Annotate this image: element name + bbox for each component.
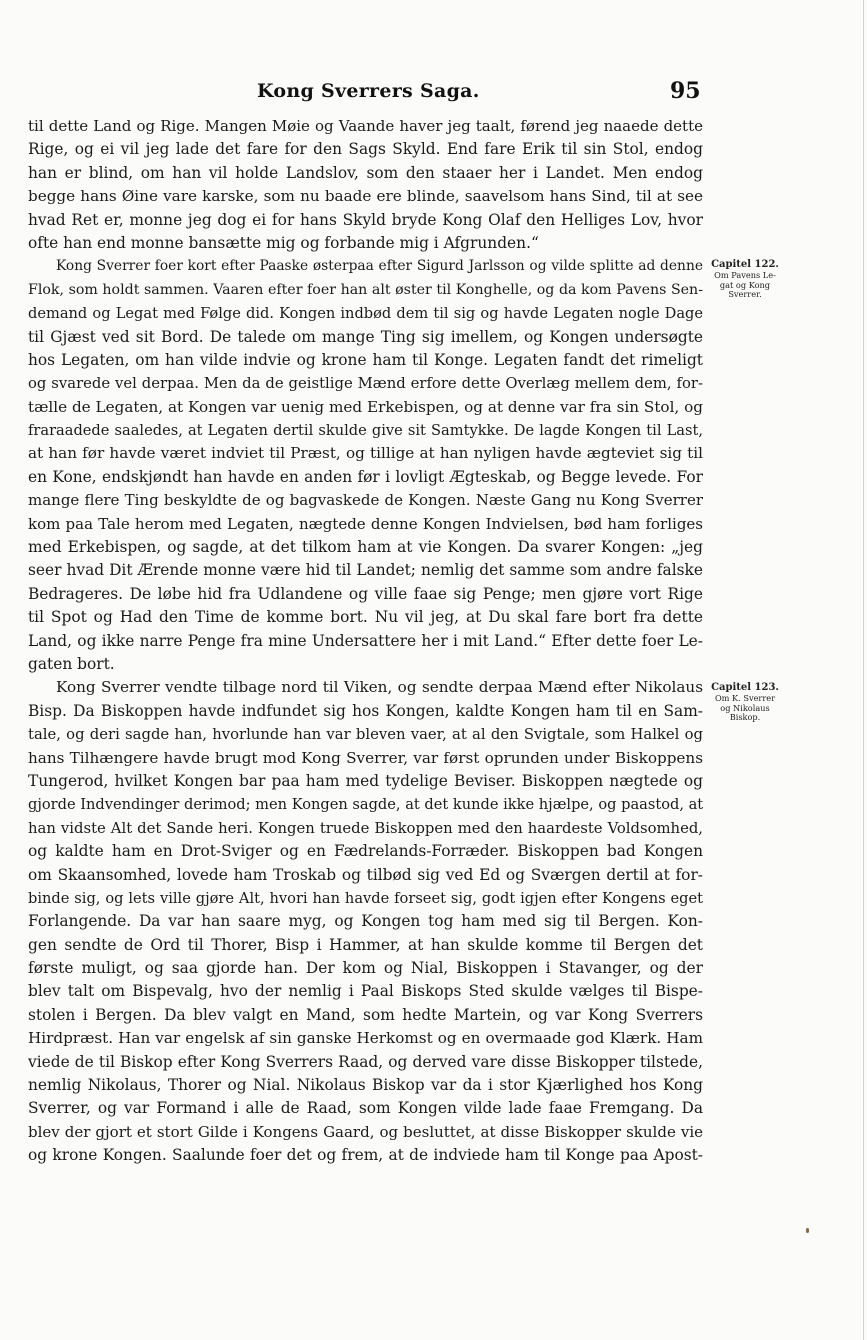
running-header — [0, 78, 867, 108]
text-line: begge hans Øine vare karske, som nu baade ere blinde, saavelsom hans Sind, til at see — [28, 187, 703, 206]
text-line: Flok, som holdt sammen. Vaaren efter foer han alt øster til Konghelle, og da kom Pavens Sen- — [28, 281, 703, 298]
text-line: mange flere Ting beskyldte de og bagvaskede de Kongen. Næste Gang nu Kong Sverrer — [28, 491, 703, 510]
margin-note-chapter-123 — [704, 682, 786, 723]
text-line: han er blind, om han vil holde Landslov, som den staaer her i Landet. Men endog — [28, 163, 703, 182]
text-line: Forlangende. Da var han saare myg, og Kongen tog ham med sig til Bergen. Kon- — [28, 912, 703, 931]
margin-note-line: Om Pavens Le- — [714, 270, 776, 280]
text-line: binde sig, og lets ville gjøre Alt, hvori han havde forseet sig, godt igjen efter Kongens eget — [28, 889, 703, 907]
text-line: og svarede vel derpaa. Men da de geistlige Mænd erfore dette Overlæg mellem dem, for- — [28, 375, 703, 393]
text-line: og krone Kongen. Saalunde foer det og frem, at de indviede ham til Konge paa Apost- — [28, 1146, 703, 1165]
text-line: Land, og ikke narre Penge fra mine Undersattere her i mit Land.“ Efter dette foer Le- — [28, 631, 703, 650]
running-title: Kong Sverrers Saga. — [257, 80, 480, 102]
text-line: gjorde Indvendinger derimod; men Kongen sagde, at det kunde ikke hjælpe, og paastod, at — [28, 796, 703, 814]
text-line: Rige, og ei vil jeg lade det fare for den Sags Skyld. End fare Erik til sin Stol, endog — [28, 140, 703, 159]
text-line: han vidste Alt det Sande heri. Kongen truede Biskoppen med den haardeste Voldsomhed, — [28, 819, 703, 837]
text-line: gen sendte de Ord til Thorer, Bisp i Hammer, at han skulde komme til Bergen det — [28, 935, 703, 954]
margin-note-line: Sverrer. — [728, 289, 762, 299]
text-line: Hirdpræst. Han var engelsk af sin ganske Herkomst og en overmaade god Klærk. Ham — [28, 1029, 703, 1048]
body-text — [28, 115, 703, 1168]
text-line: Bisp. Da Biskoppen havde indfundet sig hos Kongen, kaldte Kongen ham til en Sam- — [28, 701, 703, 720]
margin-note-line: Om K. Sverrer — [714, 693, 776, 703]
text-line: demand og Legat med Følge did. Kongen indbød dem til sig og havde Legaten nogle Dage — [28, 305, 703, 323]
text-line: til dette Land og Rige. Mangen Møie og Vaande haver jeg taalt, førend jeg naaede dette — [28, 117, 703, 135]
page-number: 95 — [670, 78, 701, 104]
margin-note-line: Biskop. — [729, 712, 761, 722]
text-line: en Kone, endskjøndt han havde en anden før i lovligt Ægteskab, og Begge levede. For — [28, 467, 703, 486]
text-line: Sverrer, og var Formand i alle de Raad, som Kongen vilde lade faae Fremgang. Da — [28, 1099, 703, 1118]
text-line: gaten bort. — [28, 654, 115, 673]
text-line: blev der gjort et stort Gilde i Kongens Gaard, og besluttet, at disse Biskopper skulde vie — [28, 1122, 703, 1141]
text-line: Tungerod, hvilket Kongen bar paa ham med tydelige Beviser. Biskoppen nægtede og — [28, 771, 703, 790]
margin-note-line: gat og Kong — [719, 279, 771, 290]
text-line: til Gjæst ved sit Bord. De talede om mange Ting sig imellem, og Kongen undersøgte — [28, 327, 703, 346]
text-line: med Erkebispen, og sagde, at det tilkom ham at vie Kongen. Da svarer Kongen: „jeg — [28, 538, 703, 557]
paper-speck — [806, 1228, 809, 1233]
text-line: at han før havde været indviet til Præst, og tillige at han nyligen havde ægteviet sig til — [28, 444, 703, 463]
text-line: hvad Ret er, monne jeg dog ei for hans Skyld bryde Kong Olaf den Helliges Lov, hvor — [28, 210, 703, 229]
text-line: stolen i Bergen. Da blev valgt en Mand, som hedte Martein, og var Kong Sverrers — [28, 1005, 703, 1024]
text-line: hans Tilhængere havde brugt mod Kong Sverrer, var først oprunden under Biskoppens — [28, 748, 703, 767]
text-line: seer hvad Dit Ærende monne være hid til Landet; nemlig det samme som andre falske — [28, 561, 703, 580]
page-edge-line — [863, 0, 864, 1340]
text-line: til Spot og Had den Time de komme bort. Nu vil jeg, at Du skal fare bort fra dette — [28, 608, 703, 627]
text-line: Kong Sverrer vendte tilbage nord til Viken, og sendte derpaa Mænd efter Nikolaus — [56, 678, 703, 697]
text-line: ofte han end monne bansætte mig og forbande mig i Afgrunden.“ — [28, 233, 539, 252]
margin-note-line: og Nikolaus — [720, 702, 770, 713]
text-line: om Skaansomhed, lovede ham Troskab og tilbød sig ved Ed og Sværgen dertil at for- — [28, 865, 703, 884]
text-line: tælle de Legaten, at Kongen var uenig med Erkebispen, og at denne var fra sin Stol, og — [28, 397, 703, 416]
text-line: Bedrageres. De løbe hid fra Udlandene og ville faae sig Penge; men gjøre vort Rige — [28, 584, 703, 603]
text-line: kom paa Tale herom med Legaten, nægtede denne Kongen Indvielsen, bød ham forliges — [28, 514, 703, 533]
text-line: fraraadede saaledes, at Legaten dertil skulde give sit Samtykke. De lagde Kongen til Last, — [28, 422, 703, 440]
margin-note-chapter-122 — [704, 259, 786, 300]
text-line: tale, og deri sagde han, hvorlunde han var bleven vaer, at al den Svigtale, som Halkel og — [28, 726, 703, 744]
margin-note-heading: Capitel 123. — [711, 682, 779, 693]
text-line: blev talt om Bispevalg, hvo der nemlig i Paal Biskops Sted skulde vælges til Bispe- — [28, 982, 703, 1001]
text-line: viede de til Biskop efter Kong Sverrers Raad, og derved vare disse Biskopper tilstede, — [28, 1052, 703, 1071]
text-line: nemlig Nikolaus, Thorer og Nial. Nikolaus Biskop var da i stor Kjærlighed hos Kong — [28, 1076, 703, 1095]
margin-note-heading: Capitel 122. — [711, 259, 779, 270]
text-line: første muligt, og saa gjorde han. Der kom og Nial, Biskoppen i Stavanger, og der — [28, 959, 703, 978]
text-line: hos Legaten, om han vilde indvie og krone ham til Konge. Legaten fandt det rimeligt — [28, 350, 703, 369]
text-line: og kaldte ham en Drot-Sviger og en Fædrelands-Forræder. Biskoppen bad Kongen — [28, 842, 703, 861]
text-line: Kong Sverrer foer kort efter Paaske østerpaa efter Sigurd Jarlsson og vilde splitte ad denne — [56, 258, 703, 275]
